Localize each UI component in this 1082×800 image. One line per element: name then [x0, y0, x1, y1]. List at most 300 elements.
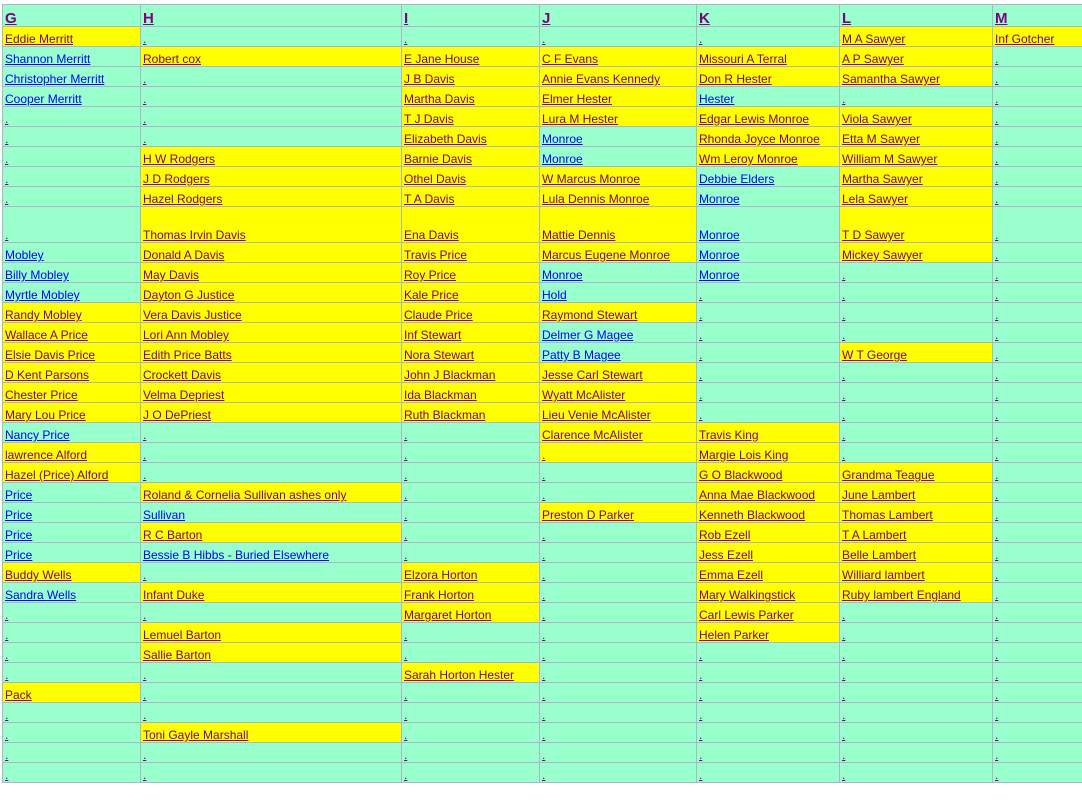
table-row [3, 127, 1082, 147]
name-link[interactable]: . [143, 72, 147, 86]
grid-cell [840, 27, 993, 47]
name-link[interactable]: . [995, 328, 999, 342]
name-link[interactable]: . [699, 668, 703, 682]
name-link[interactable]: . [842, 668, 846, 682]
name-link[interactable]: . [995, 608, 999, 622]
name-link[interactable]: . [995, 508, 999, 522]
name-link[interactable]: . [995, 228, 999, 242]
name-link[interactable]: Infant Duke [143, 588, 205, 602]
name-link[interactable]: . [143, 668, 147, 682]
name-link[interactable]: Monroe [542, 268, 583, 282]
name-link[interactable]: . [995, 192, 999, 206]
name-link[interactable]: . [995, 568, 999, 582]
name-link[interactable]: Robert cox [143, 52, 202, 66]
name-link[interactable]: May Davis [143, 268, 200, 282]
name-link[interactable]: . [404, 428, 408, 442]
column-header-link[interactable]: L [842, 10, 852, 27]
table-row [3, 423, 1082, 443]
name-link[interactable]: Price [5, 508, 33, 522]
name-link[interactable]: Elizabeth Davis [404, 132, 487, 146]
name-link[interactable]: Anna Mae Blackwood [699, 488, 816, 502]
name-link[interactable]: . [995, 92, 999, 106]
name-link[interactable]: T J Davis [404, 112, 454, 126]
name-link[interactable]: Carl Lewis Parker [699, 608, 794, 622]
name-link[interactable]: Lula Dennis Monroe [542, 192, 650, 206]
name-link[interactable]: Chester Price [5, 388, 78, 402]
name-link[interactable]: . [542, 448, 546, 462]
name-link[interactable]: Bessie B Hibbs - Buried Elsewhere [143, 548, 330, 562]
name-link[interactable]: . [404, 548, 408, 562]
name-link[interactable]: Preston D Parker [542, 508, 635, 522]
name-link[interactable]: Roy Price [404, 268, 457, 282]
name-link[interactable]: . [842, 708, 846, 722]
name-link[interactable]: Mattie Dennis [542, 228, 616, 242]
name-link[interactable]: . [143, 92, 147, 106]
grid-cell [697, 363, 840, 383]
name-link[interactable]: . [995, 152, 999, 166]
name-link[interactable]: . [542, 728, 546, 742]
name-link[interactable]: Monroe [699, 228, 740, 242]
name-link[interactable]: Barnie Davis [404, 152, 473, 166]
name-link[interactable]: Travis King [699, 428, 759, 442]
name-link[interactable]: . [5, 648, 9, 662]
grid-cell [3, 563, 141, 583]
name-link[interactable]: . [143, 112, 147, 126]
name-link[interactable]: Clarence McAlister [542, 428, 643, 442]
name-link[interactable]: . [995, 248, 999, 262]
name-link[interactable]: Velma Depriest [143, 388, 225, 402]
grid-cell [3, 443, 141, 463]
name-link[interactable]: G O Blackwood [699, 468, 783, 482]
name-link[interactable]: . [542, 688, 546, 702]
name-link[interactable]: Travis Price [404, 248, 467, 262]
name-link[interactable]: . [143, 428, 147, 442]
name-link[interactable]: Jess Ezell [699, 548, 754, 562]
name-link[interactable]: . [995, 648, 999, 662]
name-link[interactable]: Frank Horton [404, 588, 475, 602]
name-link[interactable]: John J Blackman [404, 368, 496, 382]
name-link[interactable]: . [404, 688, 408, 702]
name-link[interactable]: . [699, 308, 703, 322]
name-link[interactable]: . [995, 708, 999, 722]
name-link[interactable]: . [404, 528, 408, 542]
name-link[interactable]: . [143, 608, 147, 622]
grid-cell [840, 323, 993, 343]
name-link[interactable]: . [995, 52, 999, 66]
name-link[interactable]: Debbie Elders [699, 172, 775, 186]
name-link[interactable]: A P Sawyer [842, 52, 904, 66]
name-link[interactable]: . [404, 508, 408, 522]
name-link[interactable]: Lela Sawyer [842, 192, 909, 206]
name-link[interactable]: . [842, 92, 846, 106]
grid-cell [540, 187, 697, 207]
name-link[interactable]: Etta M Sawyer [842, 132, 921, 146]
name-link[interactable]: . [699, 688, 703, 702]
name-link[interactable]: . [5, 628, 9, 642]
name-link[interactable]: . [995, 548, 999, 562]
name-link[interactable]: Othel Davis [404, 172, 467, 186]
name-link[interactable]: Rhonda Joyce Monroe [699, 132, 820, 146]
name-link[interactable]: . [143, 568, 147, 582]
grid-cell [141, 147, 402, 167]
name-link[interactable]: Don R Hester [699, 72, 772, 86]
name-link[interactable]: . [143, 768, 147, 782]
name-link[interactable]: Patty B Magee [542, 348, 621, 362]
name-link[interactable]: . [404, 488, 408, 502]
name-link[interactable]: Crockett Davis [143, 368, 222, 382]
name-link[interactable]: Monroe [699, 248, 740, 262]
name-link[interactable]: Toni Gayle Marshall [143, 728, 249, 742]
name-link[interactable]: Rob Ezell [699, 528, 751, 542]
name-link[interactable]: Sullivan [143, 508, 186, 522]
name-link[interactable]: . [995, 408, 999, 422]
name-link[interactable]: Donald A Davis [143, 248, 225, 262]
name-link[interactable]: M A Sawyer [842, 32, 906, 46]
grid-cell [840, 243, 993, 263]
name-link[interactable]: . [404, 468, 408, 482]
name-link[interactable]: Inf Gotcher [995, 32, 1055, 46]
name-link[interactable]: Emma Ezell [699, 568, 764, 582]
name-link[interactable]: Billy Mobley [5, 268, 70, 282]
name-link[interactable]: Hazel (Price) Alford [5, 468, 109, 482]
name-link[interactable]: . [842, 728, 846, 742]
name-link[interactable]: Ruth Blackman [404, 408, 486, 422]
name-link[interactable]: . [995, 768, 999, 782]
column-header-link[interactable]: G [5, 10, 17, 27]
name-link[interactable]: . [995, 172, 999, 186]
name-link[interactable]: . [404, 768, 408, 782]
name-link[interactable]: . [699, 748, 703, 762]
name-link[interactable]: . [995, 728, 999, 742]
name-link[interactable]: . [842, 748, 846, 762]
name-link[interactable]: . [5, 112, 9, 126]
column-header-link[interactable]: H [143, 10, 154, 27]
name-link[interactable]: . [404, 648, 408, 662]
name-link[interactable]: . [542, 588, 546, 602]
grid-cell [993, 383, 1082, 403]
name-link[interactable]: Mary Lou Price [5, 408, 86, 422]
table-row [3, 363, 1082, 383]
name-link[interactable]: . [404, 628, 408, 642]
name-link[interactable]: Helen Parker [699, 628, 770, 642]
name-link[interactable]: Myrtle Mobley [5, 288, 80, 302]
name-link[interactable]: . [5, 192, 9, 206]
grid-cell [697, 107, 840, 127]
name-link[interactable]: . [699, 288, 703, 302]
name-link[interactable]: J O DePriest [143, 408, 212, 422]
name-link[interactable]: H W Rodgers [143, 152, 216, 166]
name-link[interactable]: Monroe [699, 192, 740, 206]
name-link[interactable]: Viola Sawyer [842, 112, 912, 126]
name-link[interactable]: J B Davis [404, 72, 455, 86]
grid-cell [141, 663, 402, 683]
name-link[interactable]: . [542, 648, 546, 662]
name-link[interactable]: Monroe [699, 268, 740, 282]
name-link[interactable]: . [995, 368, 999, 382]
name-link[interactable]: . [995, 112, 999, 126]
name-link[interactable]: Elzora Horton [404, 568, 478, 582]
name-link[interactable]: . [995, 268, 999, 282]
name-link[interactable]: Thomas Irvin Davis [143, 228, 246, 242]
name-link[interactable]: . [842, 688, 846, 702]
name-link[interactable]: . [143, 448, 147, 462]
name-link[interactable]: . [542, 468, 546, 482]
grid-cell [402, 643, 540, 663]
name-link[interactable]: . [842, 428, 846, 442]
name-link[interactable]: . [542, 668, 546, 682]
name-link[interactable]: . [995, 448, 999, 462]
name-link[interactable]: Margie Lois King [699, 448, 789, 462]
name-link[interactable]: . [404, 748, 408, 762]
name-link[interactable]: . [542, 548, 546, 562]
name-link[interactable]: . [542, 608, 546, 622]
grid-cell [993, 167, 1082, 187]
name-link[interactable]: Monroe [542, 132, 583, 146]
name-link[interactable]: . [5, 172, 9, 186]
name-link[interactable]: Ruby lambert England [842, 588, 961, 602]
name-link[interactable]: Mary Walkingstick [699, 588, 796, 602]
grid-cell [141, 263, 402, 283]
name-link[interactable]: Elsie Davis Price [5, 348, 96, 362]
name-link[interactable]: Price [5, 528, 33, 542]
grid-cell [840, 703, 993, 723]
name-link[interactable]: D Kent Parsons [5, 368, 90, 382]
name-link[interactable]: Price [5, 488, 33, 502]
name-link[interactable]: . [5, 748, 9, 762]
name-link[interactable]: J D Rodgers [143, 172, 210, 186]
name-link[interactable]: . [143, 132, 147, 146]
name-link[interactable]: . [699, 348, 703, 362]
name-link[interactable]: Belle Lambert [842, 548, 917, 562]
name-link[interactable]: Eddie Merritt [5, 32, 74, 46]
name-link[interactable]: . [542, 528, 546, 542]
name-link[interactable]: . [5, 768, 9, 782]
name-link[interactable]: T D Sawyer [842, 228, 905, 242]
name-link[interactable]: C F Evans [542, 52, 599, 66]
name-link[interactable]: Martha Sawyer [842, 172, 923, 186]
name-link[interactable]: . [542, 568, 546, 582]
name-link[interactable]: . [542, 768, 546, 782]
name-link[interactable]: Edgar Lewis Monroe [699, 112, 810, 126]
grid-cell [540, 147, 697, 167]
name-link[interactable]: . [404, 448, 408, 462]
name-link[interactable]: Kale Price [404, 288, 459, 302]
name-link[interactable]: E Jane House [404, 52, 480, 66]
name-link[interactable]: . [5, 152, 9, 166]
name-link[interactable]: . [995, 388, 999, 402]
name-link[interactable]: . [995, 748, 999, 762]
name-link[interactable]: Shannon Merritt [5, 52, 91, 66]
grid-cell [402, 483, 540, 503]
name-link[interactable]: Samantha Sawyer [842, 72, 941, 86]
name-link[interactable]: Lemuel Barton [143, 628, 222, 642]
name-link[interactable]: . [842, 648, 846, 662]
name-link[interactable]: . [842, 268, 846, 282]
name-link[interactable]: Cooper Merritt [5, 92, 82, 106]
name-link[interactable]: Dayton G Justice [143, 288, 235, 302]
name-link[interactable]: . [995, 348, 999, 362]
name-link[interactable]: Marcus Eugene Monroe [542, 248, 671, 262]
name-link[interactable]: Sandra Wells [5, 588, 77, 602]
name-link[interactable]: T A Davis [404, 192, 455, 206]
name-link[interactable]: Christopher Merritt [5, 72, 105, 86]
name-link[interactable]: . [143, 688, 147, 702]
name-link[interactable]: Ena Davis [404, 228, 459, 242]
name-link[interactable]: . [143, 468, 147, 482]
name-link[interactable]: . [5, 132, 9, 146]
name-link[interactable]: . [995, 132, 999, 146]
name-link[interactable]: . [995, 428, 999, 442]
name-link[interactable]: Margaret Horton [404, 608, 492, 622]
column-header-link[interactable]: J [542, 10, 551, 27]
column-header-link[interactable]: I [404, 10, 409, 27]
name-link[interactable]: Lura M Hester [542, 112, 619, 126]
column-header-link[interactable]: K [699, 10, 710, 27]
name-link[interactable]: Edith Price Batts [143, 348, 232, 362]
name-link[interactable]: . [404, 728, 408, 742]
name-link[interactable]: . [542, 488, 546, 502]
name-link[interactable]: . [995, 528, 999, 542]
name-link[interactable]: Martha Davis [404, 92, 475, 106]
grid-cell [697, 423, 840, 443]
grid-cell [993, 623, 1082, 643]
grid-cell [141, 363, 402, 383]
name-link[interactable]: . [542, 708, 546, 722]
name-link[interactable]: W Marcus Monroe [542, 172, 641, 186]
column-header-link[interactable]: M [995, 10, 1008, 27]
name-link[interactable]: Sallie Barton [143, 648, 212, 662]
name-link[interactable]: Hazel Rodgers [143, 192, 223, 206]
name-link[interactable]: Hester [699, 92, 735, 106]
name-link[interactable]: . [699, 728, 703, 742]
grid-cell [141, 563, 402, 583]
name-link[interactable]: Monroe [542, 152, 583, 166]
name-link[interactable]: . [143, 32, 147, 46]
name-link[interactable]: . [5, 708, 9, 722]
name-link[interactable]: . [842, 368, 846, 382]
name-link[interactable]: . [699, 388, 703, 402]
name-link[interactable]: . [842, 388, 846, 402]
table-row [3, 147, 1082, 167]
name-link[interactable]: . [995, 468, 999, 482]
name-link[interactable]: . [995, 308, 999, 322]
name-link[interactable]: W T George [842, 348, 907, 362]
name-link[interactable]: . [699, 708, 703, 722]
name-link[interactable]: Hold [542, 288, 567, 302]
name-link[interactable]: T A Lambert [842, 528, 907, 542]
name-link[interactable]: Mobley [5, 248, 44, 262]
name-link[interactable]: . [5, 608, 9, 622]
name-link[interactable]: Williard lambert [842, 568, 925, 582]
name-link[interactable]: Claude Price [404, 308, 473, 322]
name-link[interactable]: . [995, 628, 999, 642]
name-link[interactable]: Raymond Stewart [542, 308, 638, 322]
grid-cell [993, 207, 1082, 243]
name-link[interactable]: . [542, 628, 546, 642]
name-link[interactable]: Kenneth Blackwood [699, 508, 806, 522]
name-link[interactable]: Thomas Lambert [842, 508, 933, 522]
name-link[interactable]: . [995, 488, 999, 502]
name-link[interactable]: . [542, 748, 546, 762]
name-link[interactable]: Elmer Hester [542, 92, 613, 106]
name-link[interactable]: . [995, 288, 999, 302]
name-link[interactable]: June Lambert [842, 488, 916, 502]
name-link[interactable]: Wyatt McAlister [542, 388, 626, 402]
name-link[interactable]: . [842, 768, 846, 782]
name-link[interactable]: . [995, 72, 999, 86]
name-link[interactable]: . [699, 768, 703, 782]
name-link[interactable]: . [842, 628, 846, 642]
table-row [3, 243, 1082, 263]
name-link[interactable]: . [842, 448, 846, 462]
grid-cell [402, 167, 540, 187]
name-link[interactable]: . [143, 708, 147, 722]
name-link[interactable]: Annie Evans Kennedy [542, 72, 661, 86]
name-link[interactable]: . [995, 588, 999, 602]
name-link[interactable]: . [143, 748, 147, 762]
name-link[interactable]: . [699, 408, 703, 422]
name-link[interactable]: Missouri A Terral [699, 52, 787, 66]
name-link[interactable]: . [842, 328, 846, 342]
name-link[interactable]: Inf Stewart [404, 328, 462, 342]
grid-cell [540, 663, 697, 683]
name-link[interactable]: Vera Davis Justice [143, 308, 242, 322]
name-link[interactable]: Nancy Price [5, 428, 70, 442]
name-link[interactable]: Price [5, 548, 33, 562]
grid-cell [993, 67, 1082, 87]
name-link[interactable]: . [995, 668, 999, 682]
name-link[interactable]: Delmer G Magee [542, 328, 634, 342]
name-link[interactable]: . [842, 288, 846, 302]
table-row [3, 663, 1082, 683]
name-link[interactable]: . [404, 708, 408, 722]
name-link[interactable]: . [842, 308, 846, 322]
name-link[interactable]: . [5, 668, 9, 682]
name-link[interactable]: . [404, 32, 408, 46]
name-link[interactable]: William M Sawyer [842, 152, 938, 166]
name-link[interactable]: . [842, 408, 846, 422]
name-link[interactable]: lawrence Alford [5, 448, 88, 462]
name-link[interactable]: Mickey Sawyer [842, 248, 923, 262]
name-link[interactable]: Pack [5, 688, 32, 702]
name-link[interactable]: Jesse Carl Stewart [542, 368, 643, 382]
name-link[interactable]: Lieu Venie McAlister [542, 408, 651, 422]
name-link[interactable]: . [5, 228, 9, 242]
name-link[interactable]: . [542, 32, 546, 46]
name-link[interactable]: Lori Ann Mobley [143, 328, 230, 342]
name-link[interactable]: Wm Leroy Monroe [699, 152, 798, 166]
name-link[interactable]: . [699, 32, 703, 46]
grid-cell [3, 167, 141, 187]
name-link[interactable]: . [995, 688, 999, 702]
name-link[interactable]: R C Barton [143, 528, 203, 542]
name-link[interactable]: . [5, 728, 9, 742]
name-link[interactable]: Roland & Cornelia Sullivan ashes only [143, 488, 347, 502]
name-link[interactable]: . [699, 368, 703, 382]
name-link[interactable]: Randy Mobley [5, 308, 82, 322]
grid-cell [402, 187, 540, 207]
name-link[interactable]: Sarah Horton Hester [404, 668, 515, 682]
name-link[interactable]: . [842, 608, 846, 622]
name-link[interactable]: Buddy Wells [5, 568, 72, 582]
name-link[interactable]: . [699, 328, 703, 342]
name-link[interactable]: Ida Blackman [404, 388, 477, 402]
name-link[interactable]: . [699, 648, 703, 662]
name-link[interactable]: Wallace A Price [5, 328, 88, 342]
name-link[interactable]: Nora Stewart [404, 348, 475, 362]
table-row [3, 303, 1082, 323]
name-link[interactable]: Grandma Teague [842, 468, 935, 482]
